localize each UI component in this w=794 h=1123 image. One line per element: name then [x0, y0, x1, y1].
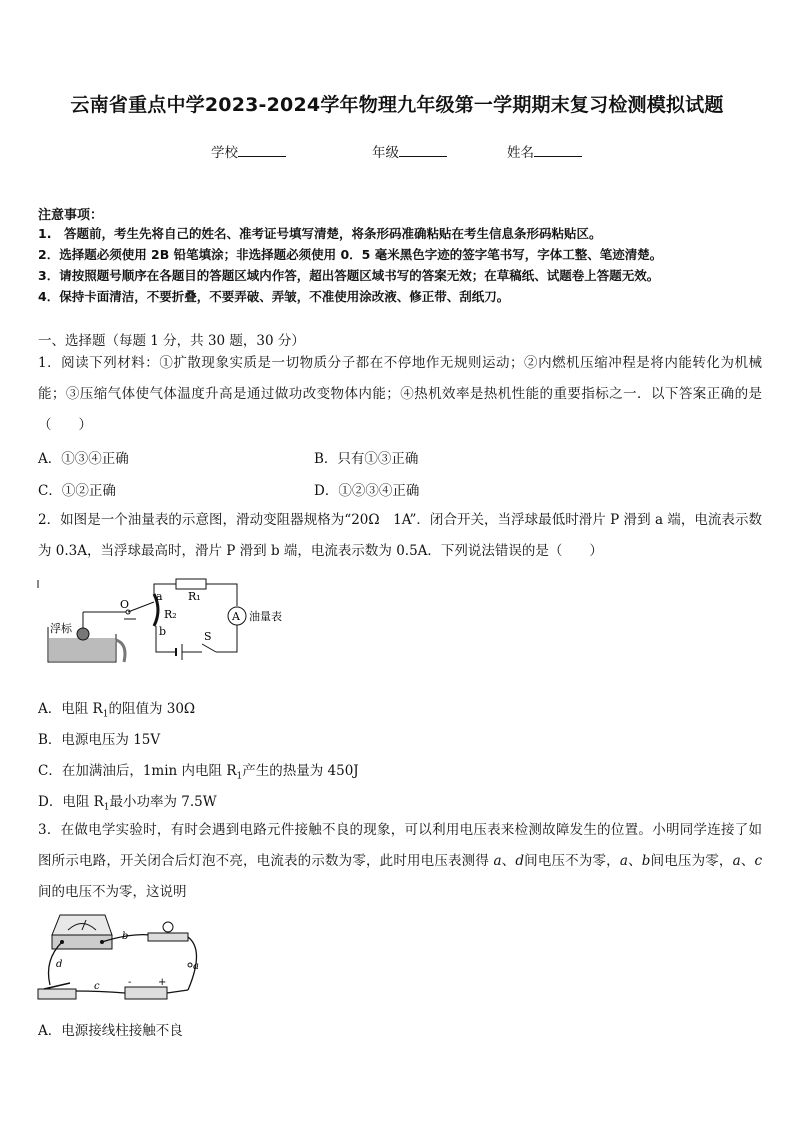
note-item: 3．请按照题号顺序在各题目的答题区域内作答，超出答题区域书写的答案无效；在草稿纸、试题卷上答题无效。 [38, 268, 660, 283]
section-heading: 一、选择题（每题 1 分，共 30 题，30 分） [38, 333, 305, 349]
oil-gauge-circuit-figure [36, 572, 296, 667]
slider-p [128, 602, 154, 612]
page-title: 云南省重点中学2023-2024学年物理九年级第一学期期末复习检测模拟试题 [70, 94, 724, 116]
resistor-r1 [176, 579, 206, 589]
name-label: 姓名 [507, 145, 534, 161]
note-item: 2．选择题必须使用 2B 铅笔填涂；非选择题必须使用 0．5 毫米黑色字迹的签字笔书写，字体工整、笔迹清楚。 [38, 247, 663, 262]
oil-meter-label: 油量表 [249, 610, 282, 623]
school-label: 学校 [211, 145, 238, 161]
wire-right [216, 625, 237, 652]
q3-var: a [493, 853, 502, 869]
q2-c-sub: 1 [236, 771, 243, 782]
label-r2: R₂ [164, 608, 177, 621]
q3-text: 间的电压不为零，这说明 [38, 884, 187, 900]
q3-option-a[interactable]: A．电源接线柱接触不良 [38, 1023, 183, 1039]
float-label: 浮标 [50, 622, 72, 635]
point-a [188, 963, 192, 967]
bulb-icon [163, 922, 173, 932]
q2-d-text-end: 最小功率为 7.5W [109, 794, 217, 810]
ammeter-body [52, 915, 112, 935]
q2-option-c[interactable] [38, 759, 359, 782]
q3-sep: 、 [740, 853, 755, 869]
q3-var: b [641, 853, 651, 869]
q3-sep: 、 [627, 853, 642, 869]
q1-option-a[interactable]: A．①③④正确 [38, 451, 129, 467]
fault-detection-circuit-figure [30, 905, 210, 1010]
q2-d-sub: 1 [103, 802, 110, 813]
label-c: c [94, 981, 100, 992]
grade-blank[interactable] [399, 144, 447, 157]
q3-var: a [619, 853, 628, 869]
q1-option-b[interactable]: B．只有①③正确 [314, 451, 419, 467]
note-item: 1. 答题前，考生先将自己的姓名、准考证号填写清楚，将条形码准确粘贴在考生信息条形码粘贴区。 [38, 226, 602, 241]
note-item: 4．保持卡面清洁，不要折叠，不要弄破、弄皱，不准使用涂改液、修正带、刮纸刀。 [38, 289, 510, 304]
question-3-stem [38, 815, 762, 908]
name-field [507, 141, 582, 161]
label-a: a [156, 590, 163, 603]
float-ball [77, 628, 89, 640]
battery-box [125, 987, 167, 999]
q3-var: a [732, 853, 741, 869]
label-r1: R₁ [188, 590, 201, 603]
oil-level [49, 638, 115, 661]
wire-top-right [206, 584, 237, 606]
switch-base [38, 989, 76, 999]
notes-heading: 注意事项： [38, 208, 104, 223]
grade-field [372, 141, 447, 161]
label-b: b [159, 625, 167, 638]
switch-s [202, 644, 216, 652]
switch-lever [44, 983, 70, 989]
school-blank[interactable] [238, 144, 286, 157]
lamp-base [148, 933, 188, 941]
q2-a-sub: 1 [102, 709, 109, 720]
q2-a-text: A．电阻 R [38, 701, 103, 717]
q3-var: d [515, 853, 525, 869]
q2-a-text-end: 的阻值为 30Ω [108, 701, 196, 717]
ammeter-label: A [232, 610, 240, 623]
q3-sep: 、 [501, 853, 516, 869]
q2-c-text-end: 产生的热量为 450J [242, 763, 359, 779]
q3-var: c [754, 853, 763, 869]
q3-text: 间电压为零， [650, 853, 733, 869]
q1-option-d[interactable]: D．①②③④正确 [314, 483, 420, 499]
school-field [211, 141, 286, 161]
q3-text: 间电压不为零， [524, 853, 620, 869]
label-d: d [56, 959, 63, 970]
q2-d-text: D．电阻 R [38, 794, 104, 810]
label-o: O [120, 598, 130, 611]
q3-text: 3．在做电学实验时，有时会遇到电路元件接触不良的现象，可以利用电压表来检测故障发生的位置。小明同学连接了如图所示电路，开关闭合后灯泡不亮，电流表的示数为零，此时用电压表测得 [38, 822, 762, 869]
q2-option-b[interactable]: B．电源电压为 15V [38, 732, 161, 748]
q1-option-c[interactable]: C．①②正确 [38, 483, 116, 499]
q2-c-text: C．在加满油后，1min 内电阻 R [38, 763, 237, 779]
label-b: b [122, 931, 129, 942]
label-a: a [193, 961, 199, 972]
oil-inflow [116, 640, 125, 662]
name-blank[interactable] [534, 144, 582, 157]
q2-option-d[interactable] [38, 790, 217, 813]
label-s: S [204, 630, 212, 643]
q2-option-a[interactable] [38, 697, 195, 720]
wire-battery-right [167, 990, 188, 993]
label-plus: + [158, 977, 167, 988]
label-minus: - [128, 977, 132, 988]
question-2-stem: 2．如图是一个油量表的示意图，滑动变阻器规格为“20Ω 1A”．闭合开关，当浮球最低时滑片 P 滑到 a 端，电流表示数为 0.3A，当浮球最高时，滑片 P 滑到 b 端，电流表示数为 0.5A．下列说法错误的是（ ） [38, 512, 762, 559]
wire-battery-switch [75, 991, 125, 993]
question-1-stem: 1．阅读下列材料：①扩散现象实质是一切物质分子都在不停地作无规则运动；②内燃机压缩冲程是将内能转化为机械能；③压缩气体使气体温度升高是通过做功改变物体内能；④热机效率是热机性能的重要指标之一．以下答案正确的是（ ） [38, 355, 762, 433]
grade-label: 年级 [372, 145, 399, 161]
